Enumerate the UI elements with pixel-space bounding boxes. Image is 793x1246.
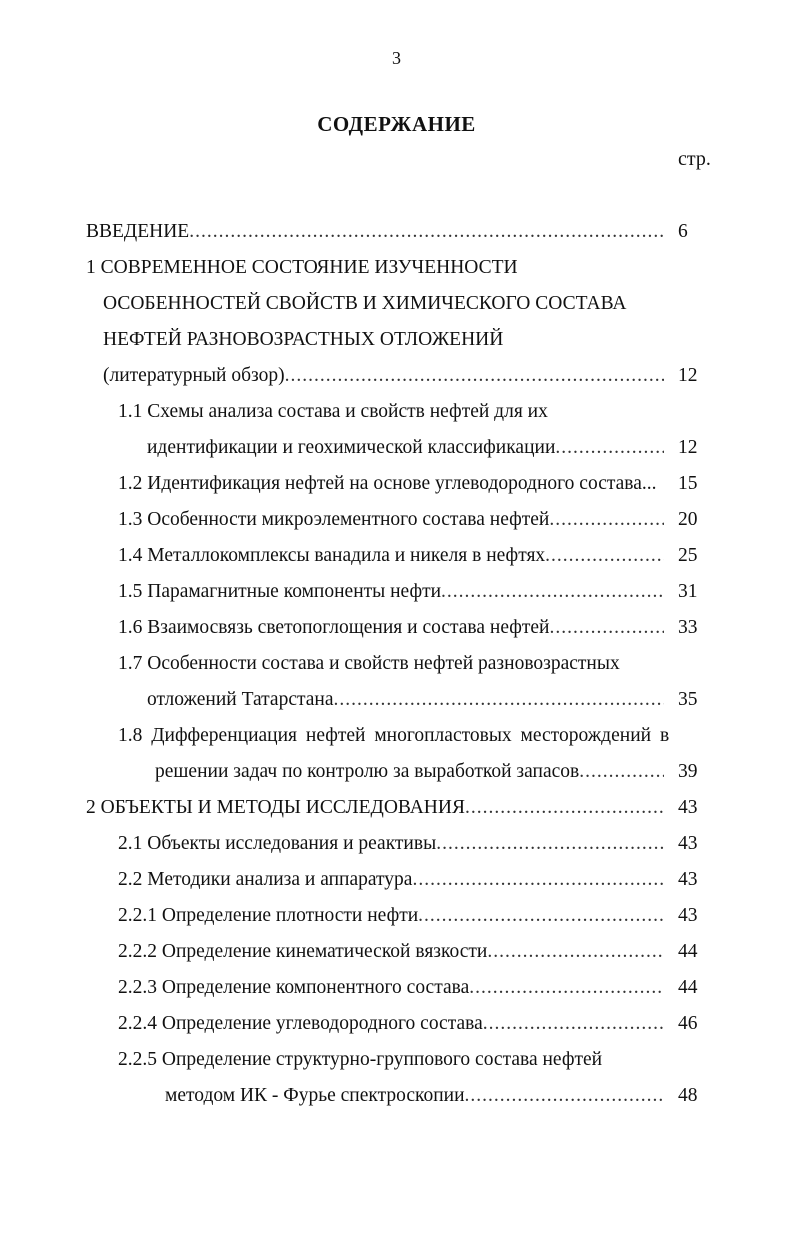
- toc-section-1-3[interactable]: [118, 507, 664, 533]
- toc-section-1-6[interactable]: [118, 615, 664, 641]
- toc-section-1-8-line-1[interactable]: 1.8 Дифференциация нефтей многопластовых месторождений в: [118, 725, 670, 746]
- toc-entry-title: 2.2 Методики анализа и аппаратура: [118, 869, 413, 890]
- toc-entry-page: 12: [678, 365, 698, 386]
- toc-section-2-2-2[interactable]: [118, 939, 664, 965]
- toc-entry-title: 2.2.4 Определение углеводородного состава: [118, 1013, 483, 1034]
- toc-entry-page: 20: [678, 509, 698, 530]
- toc-section-2-2-3[interactable]: [118, 975, 664, 1001]
- dot-leader: [189, 219, 664, 245]
- toc-section-2-2-4[interactable]: [118, 1011, 664, 1037]
- dot-leader: [418, 903, 664, 929]
- toc-entry-introduction[interactable]: [86, 219, 664, 245]
- toc-section-1-1-line-1[interactable]: 1.1 Схемы анализа состава и свойств нефтей для их: [118, 401, 548, 422]
- toc-section-2-2-5-line-1[interactable]: 2.2.5 Определение структурно-группового состава нефтей: [118, 1049, 603, 1070]
- toc-chapter-1-line-1[interactable]: 1 СОВРЕМЕННОЕ СОСТОЯНИЕ ИЗУЧЕННОСТИ: [86, 257, 518, 278]
- toc-entry-title: 1.6 Взаимосвязь светопоглощения и состава нефтей: [118, 617, 550, 638]
- toc-chapter-2[interactable]: [86, 795, 664, 821]
- toc-entry-title: 2 ОБЪЕКТЫ И МЕТОДЫ ИССЛЕДОВАНИЯ: [86, 797, 465, 818]
- toc-entry-title: 1.5 Парамагнитные компоненты нефти: [118, 581, 442, 602]
- toc-entry-title: (литературный обзор): [103, 365, 285, 386]
- toc-entry-page: 44: [678, 977, 698, 998]
- toc-section-1-8-line-2[interactable]: [155, 759, 664, 785]
- toc-chapter-1-line-4[interactable]: [103, 363, 664, 389]
- toc-entry-title: 1.4 Металлокомплексы ванадила и никеля в нефтях: [118, 545, 546, 566]
- toc-entry-page: 43: [678, 869, 698, 890]
- toc-entry-title: 1.3 Особенности микроэлементного состава нефтей: [118, 509, 550, 530]
- dot-leader: [549, 615, 664, 641]
- toc-entry-page: 48: [678, 1085, 698, 1106]
- toc-section-2-1[interactable]: [118, 831, 664, 857]
- dot-leader: [545, 543, 664, 569]
- toc-entry-page: 33: [678, 617, 698, 638]
- toc-entry-page: 43: [678, 833, 698, 854]
- toc-entry-page: 15: [678, 473, 698, 494]
- toc-section-1-2[interactable]: 1.2 Идентификация нефтей на основе углеводородного состава...: [118, 473, 657, 494]
- toc-section-1-7-line-2[interactable]: [147, 687, 664, 713]
- toc-entry-page: 25: [678, 545, 698, 566]
- dot-leader: [436, 831, 664, 857]
- dot-leader: [555, 435, 664, 461]
- toc-entry-title: отложений Татарстана: [147, 689, 334, 710]
- toc-section-1-5[interactable]: [118, 579, 664, 605]
- toc-entry-title: 2.2.1 Определение плотности нефти: [118, 905, 419, 926]
- toc-chapter-1-line-3[interactable]: НЕФТЕЙ РАЗНОВОЗРАСТНЫХ ОТЛОЖЕНИЙ: [103, 329, 504, 350]
- toc-entry-page: 46: [678, 1013, 698, 1034]
- page-number: 3: [392, 48, 401, 68]
- toc-section-1-4[interactable]: [118, 543, 664, 569]
- toc-title: СОДЕРЖАНИЕ: [317, 112, 476, 136]
- toc-entry-title: 2.2.2 Определение кинематической вязкости: [118, 941, 488, 962]
- dot-leader: [469, 975, 664, 1001]
- toc-entry-title: ВВЕДЕНИЕ: [86, 221, 190, 242]
- toc-entry-title: решении задач по контролю за выработкой запасов: [155, 761, 580, 782]
- toc-entry-title: 2.1 Объекты исследования и реактивы: [118, 833, 437, 854]
- toc-entry-title: идентификации и геохимической классификации: [147, 437, 556, 458]
- toc-entry-page: 44: [678, 941, 698, 962]
- toc-entry-page: 12: [678, 437, 698, 458]
- dot-leader: [465, 795, 664, 821]
- toc-section-2-2-5-line-2[interactable]: [165, 1083, 664, 1109]
- toc-section-1-7-line-1[interactable]: 1.7 Особенности состава и свойств нефтей разновозрастных: [118, 653, 620, 674]
- dot-leader: [465, 1083, 664, 1109]
- toc-entry-page: 39: [678, 761, 698, 782]
- dot-leader: [483, 1011, 664, 1037]
- toc-entry-page: 35: [678, 689, 698, 710]
- toc-chapter-1-line-2[interactable]: ОСОБЕННОСТЕЙ СВОЙСТВ И ХИМИЧЕСКОГО СОСТАВА: [103, 293, 627, 314]
- toc-section-1-1-line-2[interactable]: [147, 435, 664, 461]
- toc-section-2-2[interactable]: [118, 867, 664, 893]
- dot-leader: [549, 507, 664, 533]
- toc-entry-title: методом ИК - Фурье спектроскопии: [165, 1085, 465, 1106]
- page-column-header: стр.: [678, 148, 711, 170]
- dot-leader: [579, 759, 664, 785]
- dot-leader: [441, 579, 664, 605]
- toc-entry-page: 43: [678, 905, 698, 926]
- toc-entry-title: 2.2.3 Определение компонентного состава: [118, 977, 470, 998]
- toc-entry-page: 43: [678, 797, 698, 818]
- dot-leader: [333, 687, 664, 713]
- dot-leader: [487, 939, 664, 965]
- toc-entry-page: 31: [678, 581, 698, 602]
- toc-entry-page: 6: [678, 221, 688, 242]
- dot-leader: [412, 867, 664, 893]
- dot-leader: [285, 363, 664, 389]
- toc-section-2-2-1[interactable]: [118, 903, 664, 929]
